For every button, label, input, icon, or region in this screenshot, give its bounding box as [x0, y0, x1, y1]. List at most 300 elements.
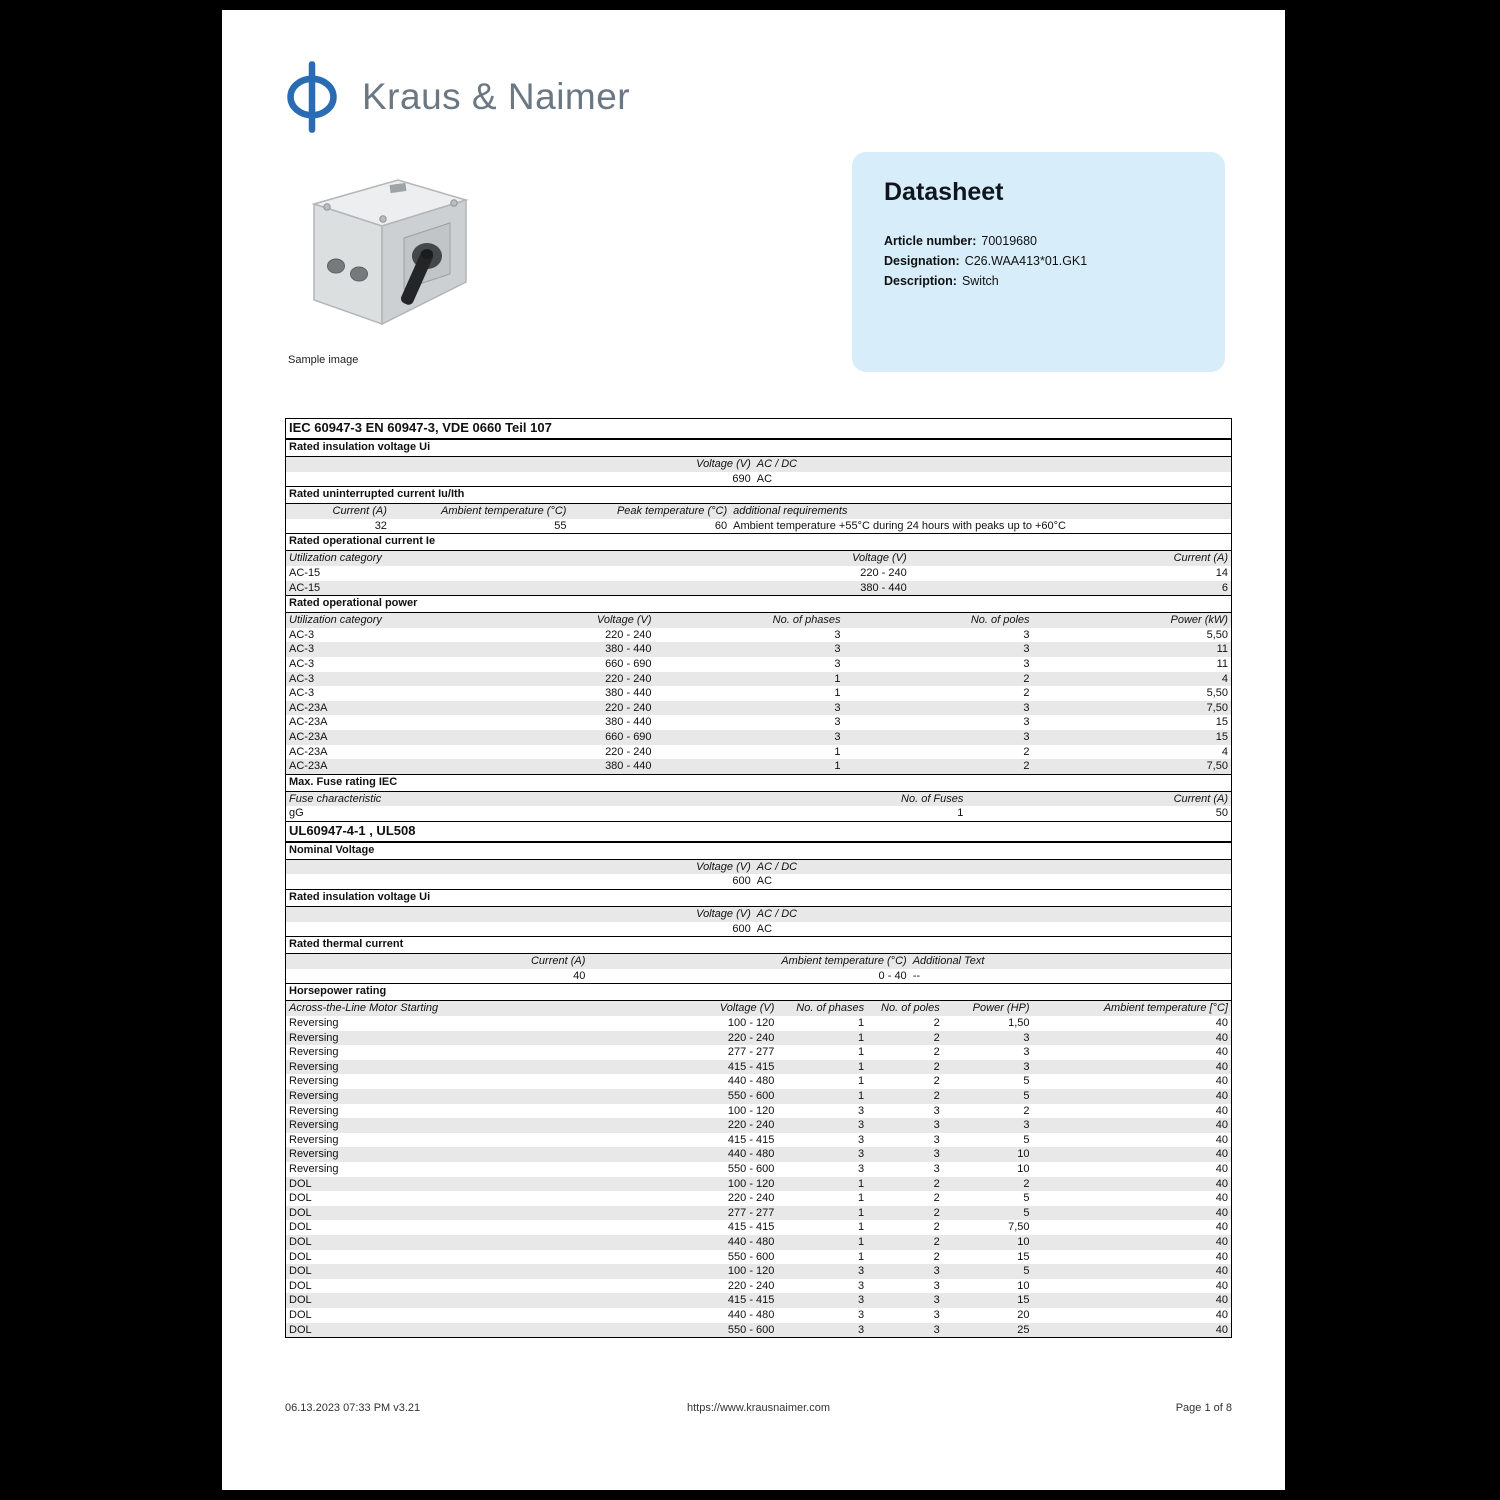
spec-cell: 40: [1215, 1250, 1228, 1263]
spec-header-row: [286, 860, 1231, 875]
spec-cell: 3: [858, 1119, 865, 1132]
spec-data-row: [286, 1016, 1231, 1031]
spec-data-row: [286, 730, 1231, 745]
spec-cell: 3: [858, 1265, 865, 1278]
spec-cell: 440 - 480: [727, 1235, 775, 1248]
spec-cell: Reversing: [289, 1090, 339, 1102]
spec-cell: 3: [933, 1294, 940, 1307]
spec-data-row: [286, 1060, 1231, 1075]
spec-cell: 40: [1215, 1133, 1228, 1146]
page-footer: [285, 1402, 1232, 1414]
spec-cell: 15: [1017, 1294, 1030, 1307]
spec-data-row: [286, 1279, 1231, 1294]
spec-data-row: [286, 1235, 1231, 1250]
spec-cell: Reversing: [289, 1133, 339, 1146]
spec-cell: 1: [858, 1192, 865, 1205]
spec-cell: 7,50: [1206, 760, 1228, 773]
spec-cell: 550 - 600: [727, 1162, 775, 1175]
spec-cell: 40: [1215, 1221, 1228, 1234]
spec-cell: DOL: [289, 1265, 312, 1278]
spec-cell: 40: [1215, 1060, 1228, 1073]
spec-cell: 2: [1023, 1104, 1030, 1117]
spec-cell: 3: [834, 628, 841, 641]
spec-cell: 40: [1215, 1279, 1228, 1292]
spec-data-row: [286, 566, 1231, 581]
spec-cell: Peak temperature (°C): [616, 505, 728, 518]
spec-cell: DOL: [289, 1279, 312, 1292]
spec-cell: Voltage (V): [852, 552, 907, 565]
spec-cell: 3: [1023, 643, 1030, 656]
spec-cell: 40: [1215, 1323, 1228, 1336]
designation-field: [884, 251, 1193, 271]
spec-header-row: [286, 551, 1231, 566]
spec-cell: 100 - 120: [727, 1265, 775, 1278]
spec-cell: 2: [933, 1235, 940, 1248]
spec-cell: AC-23A: [289, 730, 328, 743]
spec-cell: Current (A): [1173, 792, 1228, 805]
spec-data-row: [286, 969, 1231, 984]
spec-section-title: Rated insulation voltage Ui: [286, 439, 1231, 457]
spec-data-row: [286, 1250, 1231, 1265]
spec-cell: AC-23A: [289, 716, 328, 729]
spec-cell: 1: [834, 760, 841, 773]
spec-data-row: [286, 642, 1231, 657]
spec-cell: 380 - 440: [605, 687, 652, 700]
spec-data-row: [286, 1264, 1231, 1279]
spec-header-row: [286, 504, 1231, 519]
spec-cell: 3: [933, 1323, 940, 1336]
spec-data-row: [286, 806, 1231, 821]
spec-cell: 40: [1215, 1177, 1228, 1190]
spec-data-row: [286, 1089, 1231, 1104]
spec-cell: 415 - 415: [727, 1060, 775, 1073]
spec-section-title: Nominal Voltage: [286, 842, 1231, 860]
spec-cell: 7,50: [1206, 701, 1228, 714]
footer-page-number: Page 1 of 8: [1175, 1402, 1232, 1414]
spec-cell: 1,50: [1008, 1017, 1030, 1030]
spec-cell: 3: [1023, 628, 1030, 641]
spec-data-row: [286, 1191, 1231, 1206]
spec-cell: 2: [1023, 760, 1030, 773]
spec-cell: 40: [1215, 1192, 1228, 1205]
spec-cell: 3: [1023, 716, 1030, 729]
spec-cell: 3: [933, 1162, 940, 1175]
spec-header-row: [286, 613, 1231, 628]
spec-cell: 3: [858, 1148, 865, 1161]
spec-data-row: [286, 759, 1231, 774]
brand-logo: [284, 58, 630, 136]
spec-cell: Reversing: [289, 1119, 339, 1132]
spec-cell: No. of Fuses: [901, 792, 964, 805]
spec-cell: 60: [714, 519, 728, 532]
spec-cell: DOL: [289, 1308, 312, 1321]
spec-cell: 100 - 120: [727, 1177, 775, 1190]
spec-cell: 40: [1215, 1235, 1228, 1248]
spec-cell: Additional Text: [912, 955, 985, 968]
spec-cell: 220 - 240: [605, 745, 652, 758]
spec-cell: 6: [1221, 581, 1228, 594]
spec-cell: DOL: [289, 1323, 312, 1336]
spec-cell: 1: [834, 672, 841, 685]
spec-cell: 0 - 40: [878, 969, 907, 982]
spec-cell: 3: [858, 1323, 865, 1336]
spec-cell: 2: [933, 1060, 940, 1073]
spec-cell: 2: [1023, 1177, 1030, 1190]
spec-cell: 220 - 240: [727, 1192, 775, 1205]
article-number-value: 70019680: [981, 234, 1038, 248]
spec-cell: Voltage (V): [696, 458, 751, 470]
spec-cell: 4: [1221, 672, 1228, 685]
spec-cell: DOL: [289, 1206, 312, 1219]
spec-cell: 2: [933, 1177, 940, 1190]
spec-header-row: [286, 457, 1231, 472]
spec-cell: 3: [1023, 730, 1030, 743]
datasheet-page: [222, 10, 1285, 1490]
spec-cell: AC: [756, 472, 773, 485]
phi-logo-icon: [284, 60, 340, 134]
spec-cell: 2: [933, 1090, 940, 1102]
spec-cell: Power (kW): [1170, 614, 1228, 627]
spec-cell: 415 - 415: [727, 1294, 775, 1307]
spec-standard-title: UL60947-4-1 , UL508: [286, 821, 1231, 842]
spec-cell: 415 - 415: [727, 1221, 775, 1234]
spec-cell: 220 - 240: [860, 566, 907, 579]
spec-cell: Utilization category: [289, 614, 382, 627]
designation-value: C26.WAA413*01.GK1: [964, 254, 1088, 268]
spec-cell: DOL: [289, 1221, 312, 1234]
spec-data-row: [286, 472, 1231, 487]
spec-section-title: Horsepower rating: [286, 983, 1231, 1001]
spec-cell: 2: [933, 1206, 940, 1219]
spec-section-title: Rated uninterrupted current Iu/Ith: [286, 486, 1231, 504]
spec-cell: No. of phases: [796, 1002, 865, 1015]
spec-cell: 40: [573, 969, 586, 982]
spec-cell: 600: [732, 875, 751, 888]
spec-cell: 15: [1017, 1250, 1030, 1263]
spec-cell: Voltage (V): [719, 1002, 775, 1015]
spec-cell: 660 - 690: [605, 730, 652, 743]
spec-cell: Voltage (V): [696, 860, 751, 873]
spec-cell: AC-3: [289, 687, 315, 700]
spec-cell: 10: [1017, 1279, 1030, 1292]
spec-cell: AC-23A: [289, 701, 328, 714]
spec-cell: No. of poles: [881, 1002, 940, 1015]
spec-cell: 550 - 600: [727, 1250, 775, 1263]
spec-cell: 14: [1215, 566, 1228, 579]
description-label: Description:: [884, 274, 957, 288]
spec-cell: 3: [858, 1162, 865, 1175]
spec-cell: Reversing: [289, 1162, 339, 1175]
spec-cell: 1: [858, 1046, 865, 1059]
spec-cell: 40: [1215, 1031, 1228, 1044]
spec-cell: Reversing: [289, 1017, 339, 1030]
spec-cell: AC-23A: [289, 760, 328, 773]
spec-cell: 220 - 240: [605, 628, 652, 641]
spec-cell: 11: [1216, 643, 1228, 656]
spec-table: [285, 418, 1232, 1338]
spec-cell: 3: [858, 1308, 865, 1321]
spec-cell: 3: [933, 1119, 940, 1132]
spec-cell: 2: [933, 1017, 940, 1030]
spec-cell: 10: [1017, 1235, 1030, 1248]
spec-cell: 3: [834, 701, 841, 714]
spec-cell: 4: [1221, 745, 1228, 758]
spec-cell: 1: [834, 687, 841, 700]
description-value: Switch: [961, 274, 999, 288]
spec-cell: 1: [858, 1250, 865, 1263]
spec-cell: 5,50: [1206, 687, 1228, 700]
spec-cell: 5,50: [1206, 628, 1228, 641]
datasheet-title: Datasheet: [884, 178, 1004, 206]
spec-cell: 55: [554, 519, 567, 532]
spec-cell: Ambient temperature +55°C during 24 hours with peaks up to +60°C: [733, 519, 1067, 532]
spec-cell: AC / DC: [756, 908, 798, 921]
spec-cell: 11: [1216, 657, 1228, 670]
spec-cell: Reversing: [289, 1060, 339, 1073]
spec-data-row: [286, 1147, 1231, 1162]
spec-section-title: Rated operational current Ie: [286, 533, 1231, 551]
spec-cell: Reversing: [289, 1148, 339, 1161]
spec-cell: Current (A): [332, 505, 387, 518]
spec-cell: 5: [1023, 1265, 1030, 1278]
spec-cell: Reversing: [289, 1046, 339, 1059]
spec-data-row: [286, 1031, 1231, 1046]
spec-cell: 1: [858, 1206, 865, 1219]
spec-cell: Fuse characteristic: [289, 792, 382, 805]
spec-cell: 5: [1023, 1192, 1030, 1205]
spec-cell: 550 - 600: [727, 1090, 775, 1102]
spec-cell: DOL: [289, 1235, 312, 1248]
spec-section-title: Max. Fuse rating IEC: [286, 774, 1231, 792]
spec-cell: 220 - 240: [605, 672, 652, 685]
spec-cell: 5: [1023, 1075, 1030, 1088]
spec-cell: 100 - 120: [727, 1017, 775, 1030]
spec-cell: 40: [1215, 1148, 1228, 1161]
spec-cell: 1: [858, 1221, 865, 1234]
spec-cell: 10: [1017, 1162, 1030, 1175]
spec-cell: 600: [732, 922, 751, 935]
spec-cell: 550 - 600: [727, 1323, 775, 1336]
spec-cell: DOL: [289, 1192, 312, 1205]
spec-cell: 40: [1215, 1104, 1228, 1117]
spec-cell: 40: [1215, 1294, 1228, 1307]
spec-section-title: Rated thermal current: [286, 936, 1231, 954]
spec-cell: Voltage (V): [596, 614, 652, 627]
spec-data-row: [286, 1293, 1231, 1308]
spec-cell: Ambient temperature [°C]: [1103, 1002, 1228, 1015]
spec-cell: 2: [933, 1250, 940, 1263]
spec-cell: Current (A): [530, 955, 586, 968]
spec-cell: Power (HP): [972, 1002, 1030, 1015]
spec-cell: Ambient temperature (°C): [441, 505, 567, 518]
spec-cell: 40: [1215, 1206, 1228, 1219]
spec-cell: AC-3: [289, 672, 315, 685]
spec-cell: 380 - 440: [860, 581, 907, 594]
spec-data-row: [286, 715, 1231, 730]
spec-cell: 3: [834, 730, 841, 743]
spec-cell: 3: [834, 657, 841, 670]
spec-cell: AC: [756, 875, 773, 888]
designation-label: Designation:: [884, 254, 960, 268]
spec-cell: 3: [933, 1133, 940, 1146]
spec-cell: 40: [1215, 1265, 1228, 1278]
spec-cell: 40: [1215, 1017, 1228, 1030]
spec-cell: No. of poles: [970, 614, 1030, 627]
spec-cell: 32: [374, 519, 387, 532]
spec-cell: 3: [834, 643, 841, 656]
spec-cell: 40: [1215, 1162, 1228, 1175]
spec-cell: 2: [933, 1031, 940, 1044]
spec-cell: Voltage (V): [696, 908, 751, 921]
spec-cell: 40: [1215, 1090, 1228, 1102]
spec-cell: 2: [933, 1075, 940, 1088]
spec-section-title: Rated insulation voltage Ui: [286, 889, 1231, 907]
spec-cell: 1: [858, 1177, 865, 1190]
spec-cell: 440 - 480: [727, 1148, 775, 1161]
spec-data-row: [286, 1323, 1231, 1338]
spec-cell: gG: [289, 807, 304, 820]
spec-data-row: [286, 1118, 1231, 1133]
spec-data-row: [286, 1308, 1231, 1323]
spec-cell: Reversing: [289, 1031, 339, 1044]
spec-cell: 3: [1023, 701, 1030, 714]
spec-cell: 3: [933, 1104, 940, 1117]
spec-cell: DOL: [289, 1177, 312, 1190]
spec-cell: 7,50: [1008, 1221, 1030, 1234]
spec-cell: 1: [834, 745, 841, 758]
spec-cell: Current (A): [1173, 552, 1228, 565]
spec-cell: AC / DC: [756, 860, 798, 873]
spec-data-row: [286, 628, 1231, 643]
spec-cell: 5: [1023, 1206, 1030, 1219]
spec-cell: AC-3: [289, 643, 315, 656]
spec-cell: 3: [858, 1294, 865, 1307]
spec-cell: Ambient temperature (°C): [781, 955, 907, 968]
spec-cell: 3: [933, 1279, 940, 1292]
product-sample-image: [286, 162, 482, 354]
spec-cell: 15: [1215, 730, 1228, 743]
spec-cell: Reversing: [289, 1104, 339, 1117]
spec-cell: 277 - 277: [727, 1206, 775, 1219]
spec-cell: AC-3: [289, 657, 315, 670]
spec-cell: 25: [1017, 1323, 1030, 1336]
spec-header-row: [286, 1001, 1231, 1016]
spec-standard-title: IEC 60947-3 EN 60947-3, VDE 0660 Teil 107: [286, 419, 1231, 439]
spec-data-row: [286, 1074, 1231, 1089]
spec-cell: 1: [858, 1017, 865, 1030]
spec-data-row: [286, 1220, 1231, 1235]
spec-cell: AC-15: [289, 566, 321, 579]
spec-cell: 277 - 277: [727, 1046, 775, 1059]
spec-data-row: [286, 1206, 1231, 1221]
spec-cell: 380 - 440: [605, 716, 652, 729]
spec-cell: 3: [858, 1279, 865, 1292]
spec-cell: 1: [858, 1031, 865, 1044]
spec-cell: 3: [858, 1104, 865, 1117]
spec-cell: 5: [1023, 1133, 1030, 1146]
spec-cell: 1: [957, 807, 964, 820]
spec-cell: 3: [933, 1308, 940, 1321]
spec-cell: AC / DC: [756, 458, 798, 470]
spec-data-row: [286, 701, 1231, 716]
spec-cell: 220 - 240: [605, 701, 652, 714]
spec-cell: 2: [1023, 687, 1030, 700]
spec-data-row: [286, 1104, 1231, 1119]
spec-header-row: [286, 954, 1231, 969]
spec-cell: No. of phases: [772, 614, 841, 627]
spec-cell: 220 - 240: [727, 1031, 775, 1044]
spec-cell: 2: [933, 1221, 940, 1234]
spec-cell: 5: [1023, 1090, 1030, 1102]
spec-data-row: [286, 1177, 1231, 1192]
spec-cell: 3: [1023, 657, 1030, 670]
spec-cell: AC-3: [289, 628, 315, 641]
spec-cell: AC-15: [289, 581, 321, 594]
spec-cell: 3: [1023, 1031, 1030, 1044]
spec-cell: 690: [732, 472, 751, 485]
spec-cell: 10: [1017, 1148, 1030, 1161]
spec-cell: 20: [1017, 1308, 1030, 1321]
spec-cell: 40: [1215, 1075, 1228, 1088]
spec-cell: 3: [1023, 1119, 1030, 1132]
spec-cell: 2: [933, 1046, 940, 1059]
spec-data-row: [286, 686, 1231, 701]
spec-section-title: Rated operational power: [286, 595, 1231, 613]
spec-cell: Reversing: [289, 1075, 339, 1088]
spec-cell: DOL: [289, 1294, 312, 1307]
spec-data-row: [286, 745, 1231, 760]
spec-cell: Across-the-Line Motor Starting: [289, 1002, 439, 1015]
spec-cell: 3: [1023, 1060, 1030, 1073]
spec-data-row: [286, 672, 1231, 687]
spec-cell: 2: [1023, 745, 1030, 758]
spec-cell: 660 - 690: [605, 657, 652, 670]
spec-cell: 3: [858, 1133, 865, 1146]
article-number-field: [884, 231, 1193, 251]
spec-cell: 380 - 440: [605, 760, 652, 773]
spec-cell: 100 - 120: [727, 1104, 775, 1117]
spec-cell: 40: [1215, 1046, 1228, 1059]
spec-cell: 1: [858, 1075, 865, 1088]
spec-data-row: [286, 1162, 1231, 1177]
sample-image-label: Sample image: [288, 354, 359, 366]
spec-cell: 3: [834, 716, 841, 729]
spec-cell: --: [912, 969, 921, 982]
footer-url[interactable]: https://www.krausnaimer.com: [686, 1402, 831, 1414]
spec-cell: Utilization category: [289, 552, 382, 565]
spec-cell: 40: [1215, 1308, 1228, 1321]
spec-header-row: [286, 792, 1231, 807]
spec-data-row: [286, 1133, 1231, 1148]
spec-cell: AC: [756, 922, 773, 935]
spec-cell: 2: [1023, 672, 1030, 685]
brand-name: Kraus & Naimer: [362, 76, 631, 117]
spec-data-row: [286, 1045, 1231, 1060]
spec-cell: 3: [933, 1265, 940, 1278]
datasheet-info-box: [852, 152, 1225, 372]
footer-datetime: 06.13.2023 07:33 PM v3.21: [285, 1402, 421, 1414]
article-number-label: Article number:: [884, 234, 977, 248]
spec-cell: 220 - 240: [727, 1119, 775, 1132]
spec-cell: 440 - 480: [727, 1308, 775, 1321]
spec-cell: 220 - 240: [727, 1279, 775, 1292]
spec-cell: DOL: [289, 1250, 312, 1263]
spec-data-row: [286, 519, 1231, 534]
spec-data-row: [286, 874, 1231, 889]
spec-cell: 3: [1023, 1046, 1030, 1059]
spec-cell: 2: [933, 1192, 940, 1205]
spec-header-row: [286, 907, 1231, 922]
